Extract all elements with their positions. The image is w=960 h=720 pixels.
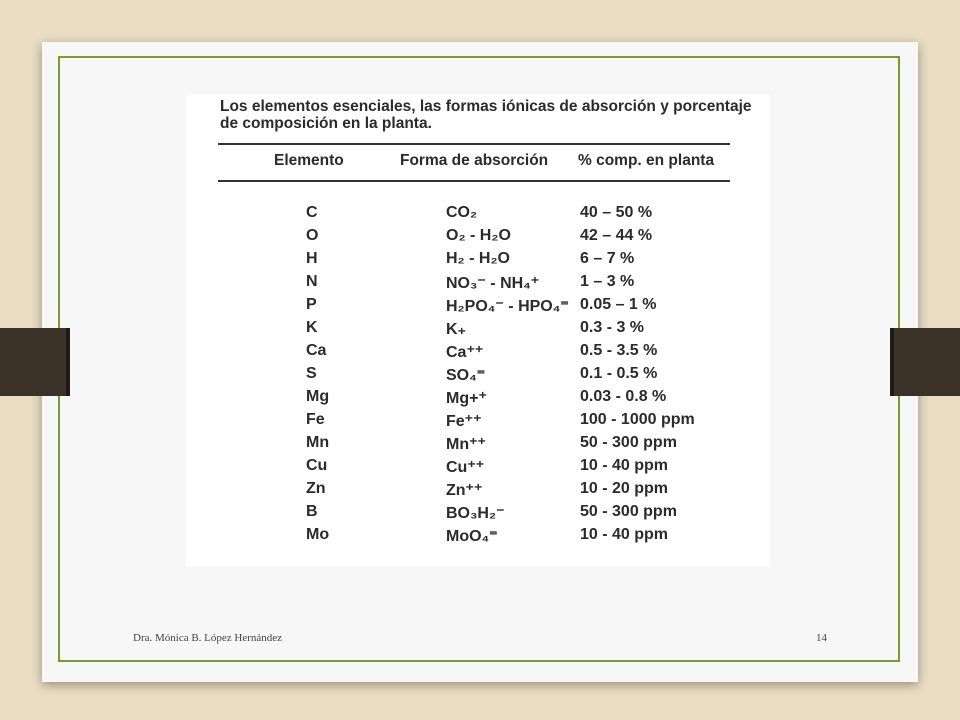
header-porcentaje: % comp. en planta — [578, 152, 715, 169]
cell-porcentaje: 0.3 - 3 % — [580, 319, 645, 336]
cell-elemento: Zn — [306, 480, 326, 497]
cell-forma: Zn⁺⁺ — [446, 482, 483, 499]
cell-porcentaje: 6 – 7 % — [580, 250, 635, 267]
cell-porcentaje: 10 - 40 ppm — [580, 457, 669, 474]
cell-elemento: C — [306, 204, 318, 221]
cell-forma: Fe⁺⁺ — [446, 413, 482, 430]
cell-forma: CO₂ — [446, 204, 478, 221]
cell-forma: BO₃H₂⁻ — [446, 505, 505, 522]
header-bottom-rule — [218, 180, 730, 182]
cell-porcentaje: 10 - 20 ppm — [580, 480, 669, 497]
cell-porcentaje: 1 – 3 % — [580, 273, 635, 290]
cell-forma: Cu⁺⁺ — [446, 459, 485, 476]
cell-porcentaje: 0.03 - 0.8 % — [580, 388, 667, 405]
cell-forma: Ca⁺⁺ — [446, 344, 484, 361]
header-top-rule — [218, 143, 730, 145]
header-elemento: Elemento — [274, 152, 344, 169]
cell-forma: H₂ - H₂O — [446, 250, 510, 267]
cell-forma: NO₃⁻ - NH₄⁺ — [446, 275, 540, 292]
cell-elemento: P — [306, 296, 317, 313]
right-side-tab — [890, 328, 960, 396]
cell-elemento: K — [306, 319, 318, 336]
cell-elemento: B — [306, 503, 318, 520]
cell-forma: MoO₄⁼ — [446, 528, 498, 545]
cell-elemento: Mg — [306, 388, 330, 405]
cell-porcentaje: 0.05 – 1 % — [580, 296, 657, 313]
footer-page-number: 14 — [816, 632, 827, 644]
header-forma: Forma de absorción — [400, 152, 549, 169]
cell-porcentaje: 0.5 - 3.5 % — [580, 342, 658, 359]
cell-forma: H₂PO₄⁻ - HPO₄⁼ — [446, 298, 569, 315]
cell-elemento: O — [306, 227, 319, 244]
cell-forma: Mn⁺⁺ — [446, 436, 486, 453]
cell-porcentaje: 40 – 50 % — [580, 204, 653, 221]
nutrient-table-image — [186, 94, 770, 566]
left-side-tab — [0, 328, 70, 396]
cell-porcentaje: 100 - 1000 ppm — [580, 411, 695, 428]
cell-porcentaje: 42 – 44 % — [580, 227, 653, 244]
cell-elemento: Mn — [306, 434, 330, 451]
cell-forma: O₂ - H₂O — [446, 227, 511, 244]
footer-author: Dra. Mónica B. López Hernández — [133, 632, 283, 644]
cell-forma: Mg+⁺ — [446, 390, 487, 407]
cell-elemento: Cu — [306, 457, 328, 474]
cell-elemento: N — [306, 273, 318, 290]
table-caption: Los elementos esenciales, las formas iónicas de absorción y porcentaje de composición en la planta. — [220, 98, 752, 132]
cell-porcentaje: 10 - 40 ppm — [580, 526, 669, 543]
cell-porcentaje: 0.1 - 0.5 % — [580, 365, 658, 382]
cell-forma: SO₄⁼ — [446, 367, 486, 384]
cell-elemento: Fe — [306, 411, 325, 428]
cell-porcentaje: 50 - 300 ppm — [580, 503, 677, 520]
cell-elemento: Mo — [306, 526, 330, 543]
cell-porcentaje: 50 - 300 ppm — [580, 434, 677, 451]
cell-elemento: Ca — [306, 342, 327, 359]
cell-elemento: S — [306, 365, 317, 382]
cell-elemento: H — [306, 250, 318, 267]
cell-forma: K₊ — [446, 321, 466, 338]
